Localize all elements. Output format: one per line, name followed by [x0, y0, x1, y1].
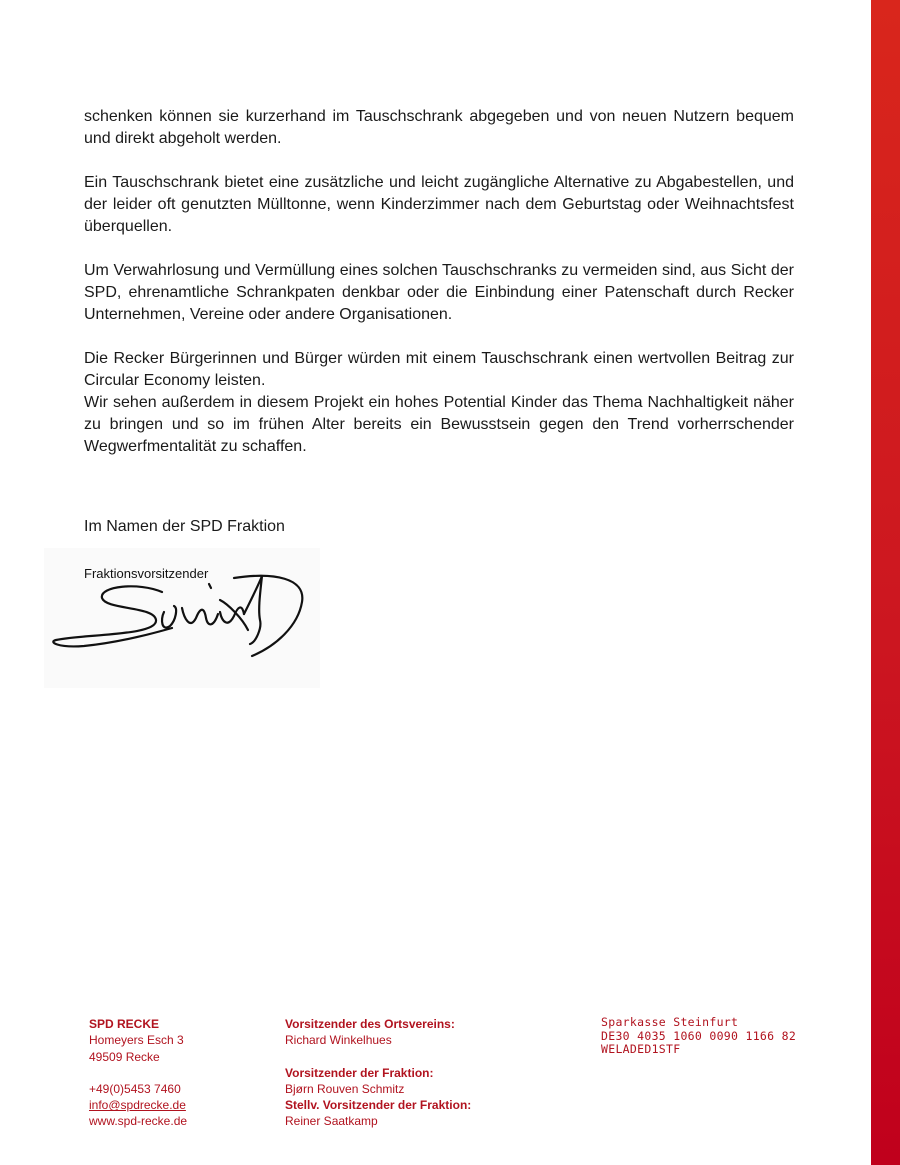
red-side-bar	[871, 0, 900, 1165]
signature-label: Fraktionsvorsitzender	[84, 566, 209, 581]
paragraph-5: Wir sehen außerdem in diesem Projekt ein hohes Potential Kinder das Thema Nachhaltigkeit näher zu bringen und so im frühen Alter bereits ein Bewusstsein gegen den Trend vorherrschender Wegwerfmentalität zu schaffen.	[84, 394, 794, 455]
faction-name: Bjørn Rouven Schmitz	[285, 1081, 405, 1096]
footer-org-column	[89, 1016, 187, 1130]
paragraph-2: Ein Tauschschrank bietet eine zusätzliche und leicht zugängliche Alternative zu Abgabestellen, und der leider oft genutzten Mülltonne, wenn Kinderzimmer nach dem Geburtstag oder Weihnachtsfest überquellen.	[84, 174, 794, 235]
signature-block	[44, 548, 320, 688]
bank-iban: DE30 4035 1060 0090 1166 82	[601, 1028, 797, 1043]
footer-people-column	[285, 1016, 471, 1130]
faction-title: Vorsitzender der Fraktion:	[285, 1065, 434, 1080]
paragraph-3: Um Verwahrlosung und Vermüllung eines solchen Tauschschranks zu vermeiden sind, aus Sicht der SPD, ehrenamtliche Schrankpaten denkbar oder die Einbindung einer Patenschaft durch Recker Unternehmen, Vereine oder andere Organisationen.	[84, 262, 794, 323]
letter-body	[84, 106, 794, 458]
email-link[interactable]: info@spdrecke.de	[89, 1098, 186, 1113]
footer-bank-column	[601, 1016, 796, 1057]
bank-name: Sparkasse Steinfurt	[601, 1015, 739, 1029]
paragraph-1: schenken können sie kurzerhand im Tauschschrank abgegeben und von neuen Nutzern bequem und direkt abgeholt werden.	[84, 108, 794, 147]
deputy-title: Stellv. Vorsitzender der Fraktion:	[285, 1098, 472, 1113]
org-city: 49509 Recke	[89, 1049, 160, 1064]
org-street: Homeyers Esch 3	[89, 1033, 184, 1048]
paragraph-4: Die Recker Bürgerinnen und Bürger würden mit einem Tauschschrank einen wertvollen Beitrag zur Circular Economy leisten.	[84, 350, 794, 389]
deputy-name: Reiner Saatkamp	[285, 1114, 378, 1129]
org-name: SPD RECKE	[89, 1017, 160, 1031]
closing-line: Im Namen der SPD Fraktion	[84, 518, 285, 535]
website-link[interactable]: www.spd-recke.de	[89, 1114, 188, 1129]
footer-spacer	[285, 1049, 471, 1065]
bank-bic: WELADED1STF	[601, 1042, 681, 1056]
chair-title: Vorsitzender des Ortsvereins:	[285, 1017, 455, 1031]
handwritten-signature	[44, 548, 320, 688]
org-phone: +49(0)5453 7460	[89, 1081, 181, 1096]
chair-name: Richard Winkelhues	[285, 1033, 392, 1048]
footer-spacer	[89, 1065, 187, 1081]
